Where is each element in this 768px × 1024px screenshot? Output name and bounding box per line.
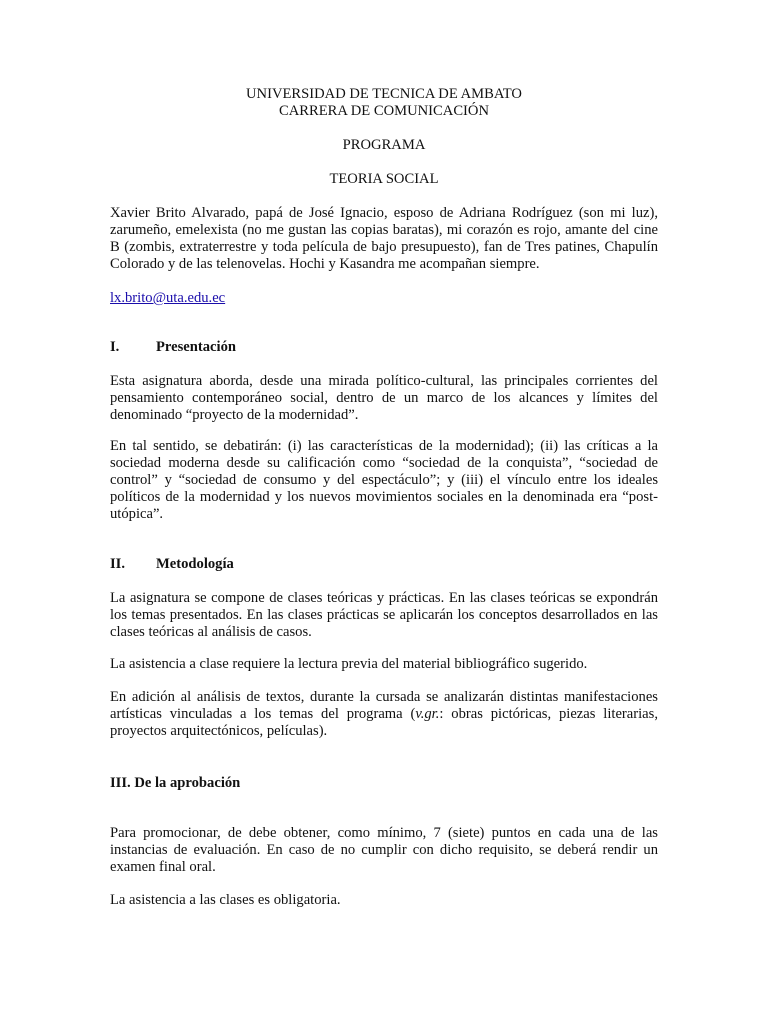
program-label: PROGRAMA: [342, 137, 426, 153]
abbreviation-vgr: v.gr.: [415, 706, 440, 722]
section-number: II.: [110, 556, 126, 572]
metodologia-paragraph-2: La asistencia a clase requiere la lectura previa del material bibliográfico sugerido.: [110, 656, 588, 672]
section-title: Metodología: [156, 556, 234, 572]
section-number: I.: [110, 339, 120, 355]
section-heading-metodologia: [110, 556, 234, 573]
university-name: UNIVERSIDAD DE TECNICA DE AMBATO: [246, 86, 522, 102]
aprobacion-paragraph-1: Para promocionar, de debe obtener, como mínimo, 7 (siete) puntos en cada una de las instancias de evaluación. En caso de no cumplir con dicho requisito, se deberá rendir un examen final oral.: [110, 825, 658, 875]
author-email-link[interactable]: lx.brito@uta.edu.ec: [110, 290, 226, 306]
section-heading-presentacion: [110, 339, 236, 356]
section-heading-aprobacion: III. De la aprobación: [110, 775, 241, 791]
aprobacion-paragraph-2: La asistencia a las clases es obligatoria.: [110, 892, 341, 908]
presentacion-paragraph-2: En tal sentido, se debatirán: (i) las características de la modernidad); (ii) las críticas a la sociedad moderna desde su calificación como “sociedad de la conquista”, “sociedad de control” y “sociedad de consumo y del espectáculo”; y (iii) el vínculo entre los ideales políticos de la modernidad y los nuevos movimientos sociales en la denominada era “post-utópica”.: [110, 438, 658, 522]
presentacion-paragraph-1: Esta asignatura aborda, desde una mirada político-cultural, las principales corrientes del pensamiento contemporáneo social, dentro de un marco de los alcances y límites del denominado “proyecto de la modernidad”.: [110, 373, 658, 423]
career-name: CARRERA DE COMUNICACIÓN: [278, 103, 489, 119]
section-title: Presentación: [156, 339, 236, 355]
metodologia-paragraph-3: En adición al análisis de textos, durante la cursada se analizarán distintas manifestaciones artísticas vinculadas a los temas del programa (v.gr.: obras pictóricas, piezas literarias, proyectos arquitectónicos, películas).: [110, 689, 658, 739]
author-bio: Xavier Brito Alvarado, papá de José Ignacio, esposo de Adriana Rodríguez (son mi luz), zarumeño, emelexista (no me gustan las copias baratas), mi corazón es rojo, amante del cine B (zombis, extraterrestre y toda película de bajo presupuesto), fan de Tres patines, Chapulín Colorado y de las telenovelas. Hochi y Kasandra me acompañan siempre.: [110, 205, 658, 272]
metodologia-paragraph-1: La asignatura se compone de clases teóricas y prácticas. En las clases teóricas se expondrán los temas presentados. En las clases prácticas se aplicarán los conceptos desarrollados en las clases teóricas al análisis de casos.: [110, 590, 658, 640]
course-title: TEORIA SOCIAL: [329, 171, 439, 187]
document-header: [0, 86, 768, 120]
